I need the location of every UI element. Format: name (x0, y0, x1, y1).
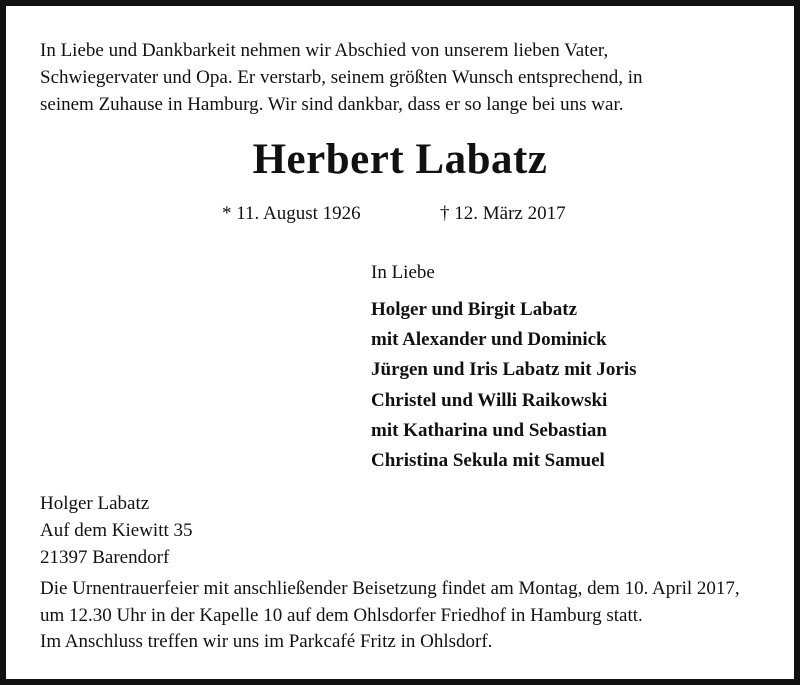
intro-line: seinem Zuhause in Hamburg. Wir sind dankbar, dass er so lange bei uns war. (40, 94, 624, 115)
ceremony-line: Die Urnentrauerfeier mit anschließender Beisetzung findet am Montag, dem 10. April 2017, (40, 578, 740, 599)
mourner-line: mit Alexander und Dominick (371, 329, 607, 351)
mourner-line: mit Katharina und Sebastian (371, 419, 607, 441)
mourner-line: Jürgen und Iris Labatz mit Joris (371, 359, 637, 381)
mourners-heading: In Liebe (371, 262, 435, 283)
intro-line: Schwiegervater und Opa. Er verstarb, seinem größten Wunsch entsprechend, in (40, 67, 643, 88)
mourners-list (371, 295, 637, 476)
mourner-line: Holger und Birgit Labatz (371, 299, 578, 320)
address-city: 21397 Barendorf (40, 547, 170, 568)
ceremony-line: um 12.30 Uhr in der Kapelle 10 auf dem Ohlsdorfer Friedhof in Hamburg statt. (40, 605, 643, 626)
death-date: † 12. März 2017 (440, 203, 566, 224)
mourner-line: Christel und Willi Raikowski (371, 389, 608, 411)
intro-line: In Liebe und Dankbarkeit nehmen wir Abschied von unserem lieben Vater, (40, 40, 609, 61)
gathering-info: Im Anschluss treffen wir uns im Parkcafé Fritz in Ohlsdorf. (40, 631, 493, 652)
address-street: Auf dem Kiewitt 35 (40, 520, 193, 541)
address-name: Holger Labatz (40, 493, 150, 514)
mourner-line: Christina Sekula mit Samuel (371, 450, 605, 472)
deceased-name: Herbert Labatz (252, 136, 548, 183)
contact-address (40, 490, 193, 571)
intro-text (40, 37, 642, 118)
ceremony-info (40, 575, 740, 629)
birth-date: * 11. August 1926 (222, 203, 361, 224)
